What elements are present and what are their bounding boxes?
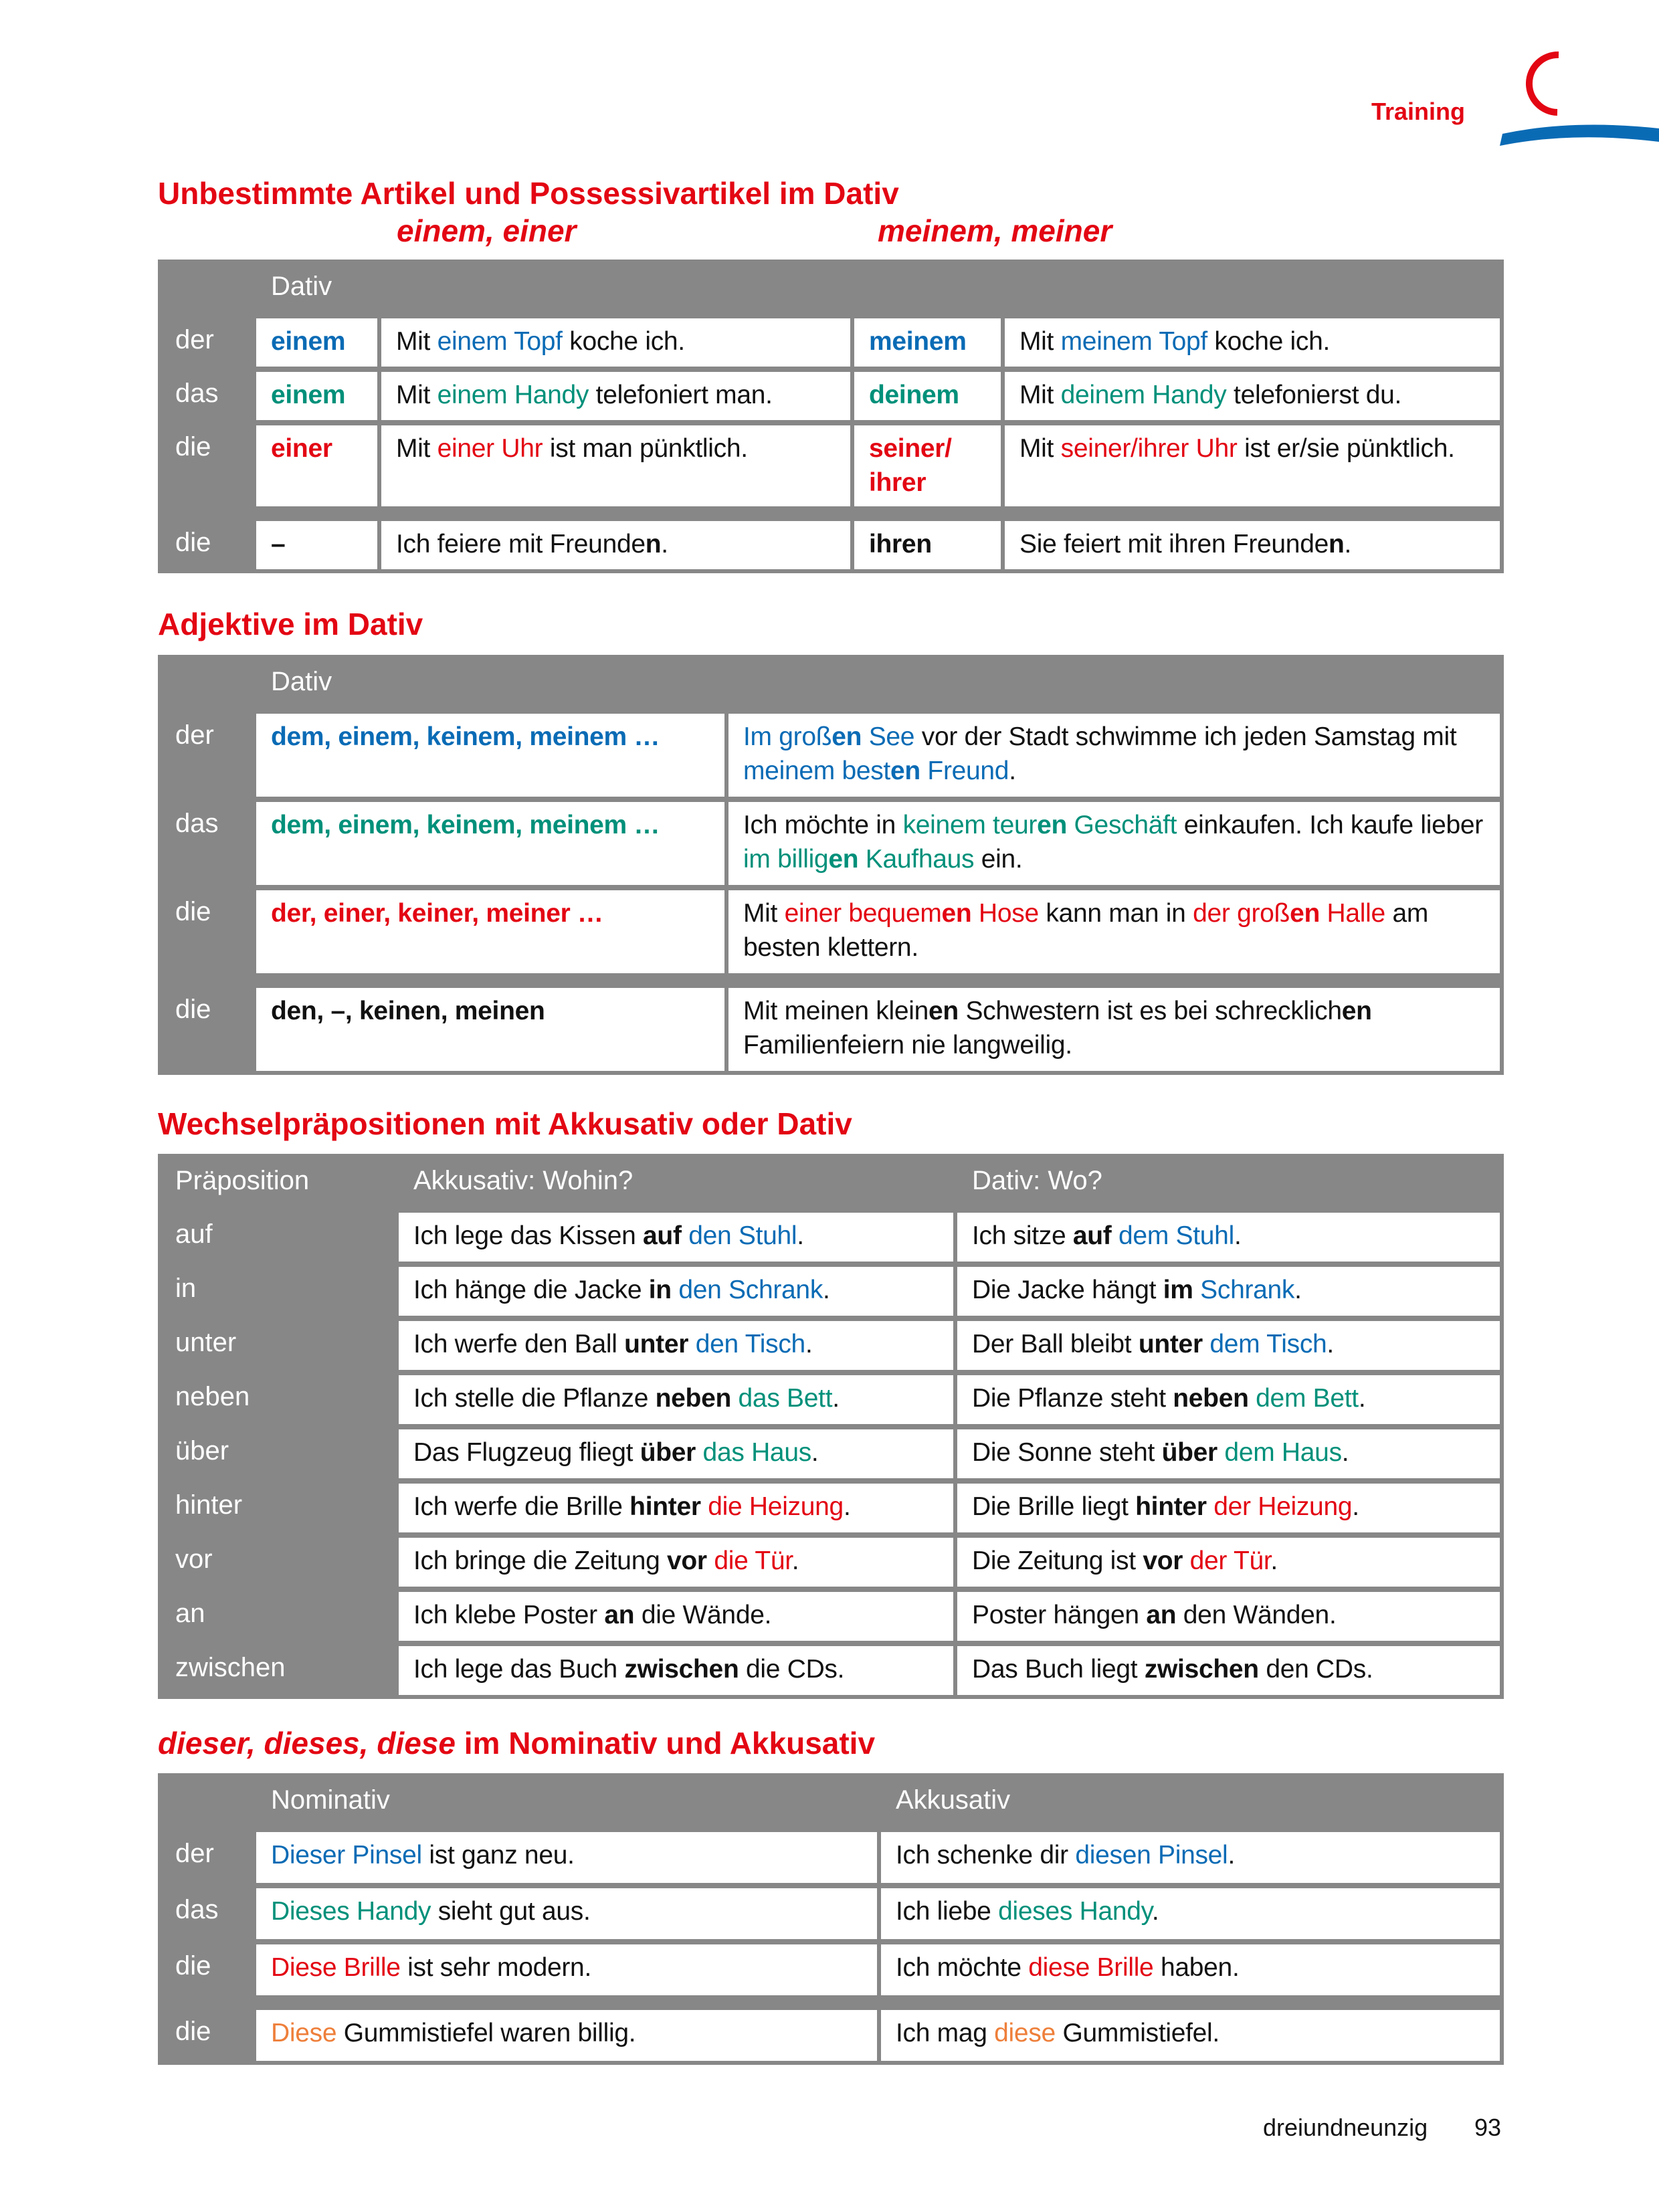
text-segment: Im groß [743, 722, 832, 751]
row-label: neben [175, 1382, 250, 1411]
text-segment: ein. [974, 844, 1023, 874]
text-segment: Halle [1320, 899, 1385, 928]
table-cell [1005, 372, 1500, 420]
text-segment: en [832, 722, 862, 751]
table-cell [256, 521, 377, 569]
text-segment: . [1270, 1546, 1278, 1575]
table-cell [854, 425, 1001, 506]
table-cell [957, 1646, 1500, 1695]
text-segment: Mit [396, 434, 437, 463]
text-segment: meinem best [743, 756, 890, 785]
text-segment: Mit [396, 327, 437, 356]
text-segment: Mit [743, 899, 785, 928]
text-segment: koche ich. [562, 327, 685, 356]
table-cell [1005, 318, 1500, 367]
text-segment: unter [1138, 1330, 1203, 1359]
text-segment: . [1228, 1841, 1235, 1870]
row-label: vor [175, 1544, 213, 1574]
column-header: Dativ [271, 271, 332, 301]
text-segment: . [1009, 756, 1016, 785]
row-label: der [175, 325, 214, 355]
table-cell [957, 1592, 1500, 1641]
table-cell [256, 318, 377, 367]
text-segment: . [661, 530, 668, 559]
text-segment: telefoniert man. [589, 381, 773, 409]
table-cell [399, 1592, 953, 1641]
text-segment: die Tür [706, 1546, 792, 1575]
row-label: das [175, 809, 219, 838]
text-segment: haben. [1153, 1953, 1240, 1982]
row-label: zwischen [175, 1653, 286, 1682]
table-cell [728, 988, 1500, 1071]
text-segment: zwischen [1144, 1655, 1259, 1684]
text-segment: Ich möchte in [743, 811, 903, 839]
row-separator [158, 512, 1500, 516]
text-segment: die Wände. [634, 1601, 772, 1629]
table-cell [399, 1484, 953, 1532]
text-segment: . [811, 1438, 819, 1467]
text-segment: n [645, 530, 662, 559]
section-label: Training [1371, 98, 1466, 125]
text-segment: Ich mag [896, 2019, 995, 2047]
text-segment: . [832, 1384, 840, 1413]
text-segment: auf [1072, 1221, 1112, 1250]
row-label: die [175, 1951, 211, 1981]
text-segment: die Heizung [700, 1492, 844, 1521]
text-segment: . [843, 1492, 851, 1521]
table-cell [381, 521, 850, 569]
table-cell [957, 1267, 1500, 1316]
table-cell [381, 425, 850, 506]
text-segment: den, –, keinen, meinen [271, 997, 545, 1025]
section1-title: Unbestimmte Artikel und Possessivartikel im Dativ [158, 176, 899, 211]
text-segment: hinter [1135, 1492, 1207, 1521]
text-segment: dem Stuhl [1111, 1221, 1234, 1250]
text-segment: . [1344, 530, 1352, 559]
table-cell [399, 1646, 953, 1695]
text-segment: dieses Handy [998, 1897, 1152, 1926]
text-segment: dem, einem, keinem, meinem … [271, 811, 660, 839]
row-label: die [175, 2017, 211, 2046]
text-segment: Ich lege das Kissen [413, 1221, 644, 1250]
text-segment: Ich schenke dir [896, 1841, 1076, 1870]
text-segment: neben [1173, 1384, 1249, 1413]
row-label: hinter [175, 1490, 243, 1520]
table-cell [256, 802, 724, 885]
page-number: 93 [1474, 2114, 1502, 2141]
text-segment: Ich liebe [896, 1897, 999, 1926]
table-cell [256, 1888, 877, 1939]
text-segment: diese Brille [1028, 1953, 1154, 1982]
text-segment: kann man in [1038, 899, 1193, 928]
text-segment: Dieses Handy [271, 1897, 431, 1926]
section3-title: Wechselpräpositionen mit Akkusativ oder Dativ [158, 1106, 852, 1141]
table-cell [854, 372, 1001, 420]
text-segment: dem Bett [1248, 1384, 1359, 1413]
text-segment: Dieser Pinsel [271, 1841, 422, 1870]
text-segment: ist er/sie pünktlich. [1237, 434, 1455, 463]
text-segment: seiner/ ihrer [869, 434, 952, 497]
text-segment: Ich lege das Buch [413, 1655, 625, 1684]
text-segment: in [648, 1276, 672, 1304]
text-segment: der Heizung [1206, 1492, 1353, 1521]
text-segment: ist ganz neu. [421, 1841, 575, 1870]
text-segment: . [1341, 1438, 1349, 1467]
text-segment: die CDs. [739, 1655, 845, 1684]
column-header: Dativ [271, 666, 332, 696]
text-segment: Mit [396, 381, 437, 409]
text-segment: . [1294, 1276, 1302, 1304]
text-segment: ihren [869, 530, 932, 559]
text-segment: en [890, 756, 920, 785]
text-segment: Schrank [1193, 1276, 1295, 1304]
text-segment: neben [655, 1384, 731, 1413]
table-cell [957, 1429, 1500, 1478]
text-segment: diese [994, 2019, 1056, 2047]
table-cell [881, 2010, 1500, 2061]
text-segment: den Tisch [688, 1330, 805, 1359]
text-segment: Schwestern ist es bei schrecklich [958, 997, 1342, 1025]
text-segment: Gummistiefel. [1055, 2019, 1219, 2047]
text-segment: Ich hänge die Jacke [413, 1276, 649, 1304]
text-segment: Diese [271, 2019, 337, 2047]
text-segment: meinem [869, 327, 967, 356]
text-segment: . [797, 1221, 804, 1250]
text-segment: Gummistiefel waren billig. [336, 2019, 636, 2047]
text-segment: der groß [1193, 899, 1290, 928]
row-label: die [175, 528, 211, 558]
text-segment: . [791, 1546, 799, 1575]
text-segment: Poster hängen [972, 1601, 1147, 1629]
text-segment: Ich möchte [896, 1953, 1029, 1982]
text-segment: Die Brille liegt [972, 1492, 1136, 1521]
row-label: die [175, 995, 211, 1024]
row-label: der [175, 720, 214, 750]
text-segment: en [1290, 899, 1320, 928]
text-segment: den CDs. [1258, 1655, 1373, 1684]
header-label-column [158, 655, 252, 708]
text-segment: einem [271, 327, 346, 356]
text-segment: Ich klebe Poster [413, 1601, 605, 1629]
column-header: Akkusativ: Wohin? [413, 1165, 633, 1195]
table-cell [957, 1375, 1500, 1424]
table-cell [399, 1538, 953, 1587]
table-cell [256, 425, 377, 506]
text-segment: einer bequem [784, 899, 942, 928]
text-segment: dieser, dieses, diese [158, 1726, 456, 1761]
text-segment: n [1328, 530, 1345, 559]
text-segment: Ich feiere mit Freunde [396, 530, 646, 559]
dativ-articles-table [158, 260, 1504, 573]
text-segment: Ich werfe den Ball [413, 1330, 625, 1359]
section1-subtitle-left: einem, einer [397, 213, 577, 248]
text-segment: meinem Topf [1060, 327, 1207, 356]
text-segment: an [1146, 1601, 1177, 1629]
table-cell [728, 802, 1500, 885]
text-segment: der Tür [1183, 1546, 1271, 1575]
text-segment: Ich werfe die Brille [413, 1492, 630, 1521]
table-cell [399, 1375, 953, 1424]
text-segment: einem Topf [437, 327, 563, 356]
text-segment: über [640, 1438, 696, 1467]
text-segment: der, einer, keiner, meiner … [271, 899, 603, 928]
row-label: das [175, 1895, 219, 1924]
text-segment: Kaufhaus [858, 844, 975, 874]
text-segment: deinem [869, 381, 959, 409]
row-label: der [175, 1839, 214, 1868]
table-cell [1005, 521, 1500, 569]
table-cell [399, 1429, 953, 1478]
text-segment: über [1161, 1438, 1217, 1467]
text-segment: unter [624, 1330, 689, 1359]
table-cell [256, 1832, 877, 1883]
row-separator [158, 979, 1500, 983]
table-cell [854, 521, 1001, 569]
text-segment: diesen Pinsel [1075, 1841, 1228, 1870]
table-cell [728, 890, 1500, 973]
row-label: die [175, 897, 211, 926]
text-segment: Freund [920, 756, 1009, 785]
text-segment: Familienfeiern nie langweilig. [743, 1030, 1072, 1060]
text-segment: sieht gut aus. [431, 1897, 591, 1926]
text-segment: ist man pünktlich. [543, 434, 748, 463]
text-segment: en [928, 997, 959, 1025]
prepositions-table [158, 1154, 1504, 1699]
text-segment: en [828, 844, 859, 874]
text-segment: einem Handy [437, 381, 589, 409]
table-cell [854, 318, 1001, 367]
table-cell [881, 1832, 1500, 1883]
row-label: in [175, 1274, 197, 1303]
section2-title: Adjektive im Dativ [158, 607, 423, 641]
text-segment: en [1037, 811, 1067, 839]
text-segment: keinem teur [902, 811, 1038, 839]
text-segment: Geschäft [1066, 811, 1177, 839]
row-label: die [175, 432, 211, 462]
text-segment: . [1234, 1221, 1242, 1250]
table-cell [256, 988, 724, 1071]
table-cell [256, 890, 724, 973]
text-segment: auf [643, 1221, 682, 1250]
column-header: Akkusativ [896, 1785, 1011, 1815]
text-segment: einkaufen. Ich kaufe lieber [1177, 811, 1483, 839]
text-segment: vor [667, 1546, 707, 1575]
text-segment: das Bett [731, 1384, 833, 1413]
table-cell [1005, 425, 1500, 506]
dieser-table [158, 1773, 1504, 2065]
text-segment: . [1151, 1897, 1159, 1926]
text-segment: einer [271, 434, 332, 463]
text-segment: Ich sitze [972, 1221, 1073, 1250]
section4-title [158, 1725, 875, 1761]
text-segment: telefonierst du. [1226, 381, 1402, 409]
text-segment: – [271, 530, 286, 559]
section1-subtitle-right: meinem, meiner [878, 213, 1112, 248]
text-segment: en [1341, 997, 1372, 1025]
table-cell [381, 372, 850, 420]
row-label: unter [175, 1328, 237, 1357]
column-header: Dativ: Wo? [972, 1165, 1102, 1195]
text-segment: an [604, 1601, 635, 1629]
text-segment: See [862, 722, 915, 751]
table-cell [957, 1484, 1500, 1532]
text-segment: . [1327, 1330, 1334, 1359]
text-segment: seiner/ihrer Uhr [1060, 434, 1238, 463]
table-cell [728, 714, 1500, 797]
text-segment: dem Tisch [1202, 1330, 1327, 1359]
table-cell [256, 714, 724, 797]
text-segment: Ich bringe die Zeitung [413, 1546, 668, 1575]
text-segment: dem, einem, keinem, meinem … [271, 722, 660, 751]
column-header: Nominativ [271, 1785, 390, 1815]
table-cell [256, 372, 377, 420]
text-segment: . [1352, 1492, 1359, 1521]
text-segment: den Stuhl [681, 1221, 797, 1250]
text-segment: Diese Brille [271, 1953, 401, 1982]
table-cell [957, 1321, 1500, 1370]
row-label: auf [175, 1219, 213, 1249]
header-label-column [158, 1773, 252, 1827]
text-segment: . [823, 1276, 830, 1304]
text-segment: deinem Handy [1060, 381, 1227, 409]
header-label-column [158, 260, 252, 313]
row-label: über [175, 1436, 229, 1466]
text-segment: zwischen [624, 1655, 739, 1684]
text-segment: Mit [1019, 381, 1061, 409]
text-segment: im Nominativ und Akkusativ [455, 1726, 876, 1761]
table-cell [881, 1888, 1500, 1939]
text-segment: im billig [743, 844, 829, 874]
text-segment: im [1163, 1276, 1193, 1304]
page-number-word: dreiundneunzig [1263, 2114, 1428, 2141]
text-segment: en [941, 899, 972, 928]
header-label-column: Präposition [175, 1165, 310, 1195]
table-cell [256, 2010, 877, 2061]
text-segment: Mit [1019, 327, 1061, 356]
text-segment: vor [1143, 1546, 1183, 1575]
chapter-c-logo [1498, 40, 1659, 147]
row-separator [158, 2001, 1500, 2005]
text-segment: koche ich. [1207, 327, 1331, 356]
table-cell [881, 1944, 1500, 1995]
text-segment: das Haus [696, 1438, 811, 1467]
text-segment: Die Sonne steht [972, 1438, 1162, 1467]
text-segment: vor der Stadt schwimme ich jeden Samstag mit [914, 722, 1457, 751]
text-segment: Ich stelle die Pflanze [413, 1384, 656, 1413]
text-segment: . [1358, 1384, 1366, 1413]
text-segment: den Schrank [671, 1276, 823, 1304]
text-segment: Die Pflanze steht [972, 1384, 1173, 1413]
text-segment: Mit [1019, 434, 1061, 463]
table-cell [399, 1321, 953, 1370]
table-cell [957, 1538, 1500, 1587]
text-segment: . [805, 1330, 813, 1359]
table-cell [957, 1213, 1500, 1262]
text-segment: hinter [629, 1492, 701, 1521]
text-segment: Der Ball bleibt [972, 1330, 1139, 1359]
text-segment: dem Haus [1217, 1438, 1342, 1467]
text-segment: ist sehr modern. [400, 1953, 591, 1982]
text-segment: Die Zeitung ist [972, 1546, 1143, 1575]
table-cell [399, 1267, 953, 1316]
table-cell [256, 1944, 877, 1995]
text-segment: einem [271, 381, 346, 409]
adjectives-dativ-table [158, 655, 1504, 1075]
text-segment: Die Jacke hängt [972, 1276, 1163, 1304]
text-segment: Das Flugzeug fliegt [413, 1438, 640, 1467]
table-cell [381, 318, 850, 367]
text-segment: Sie feiert mit ihren Freunde [1019, 530, 1329, 559]
text-segment: einer Uhr [437, 434, 543, 463]
text-segment: am besten klettern. [743, 899, 1429, 962]
text-segment: Mit meinen klein [743, 997, 929, 1025]
row-label: an [175, 1599, 205, 1628]
text-segment: den Wänden. [1176, 1601, 1337, 1629]
row-label: das [175, 379, 219, 408]
text-segment: Hose [971, 899, 1039, 928]
table-cell [399, 1213, 953, 1262]
text-segment: Das Buch liegt [972, 1655, 1145, 1684]
